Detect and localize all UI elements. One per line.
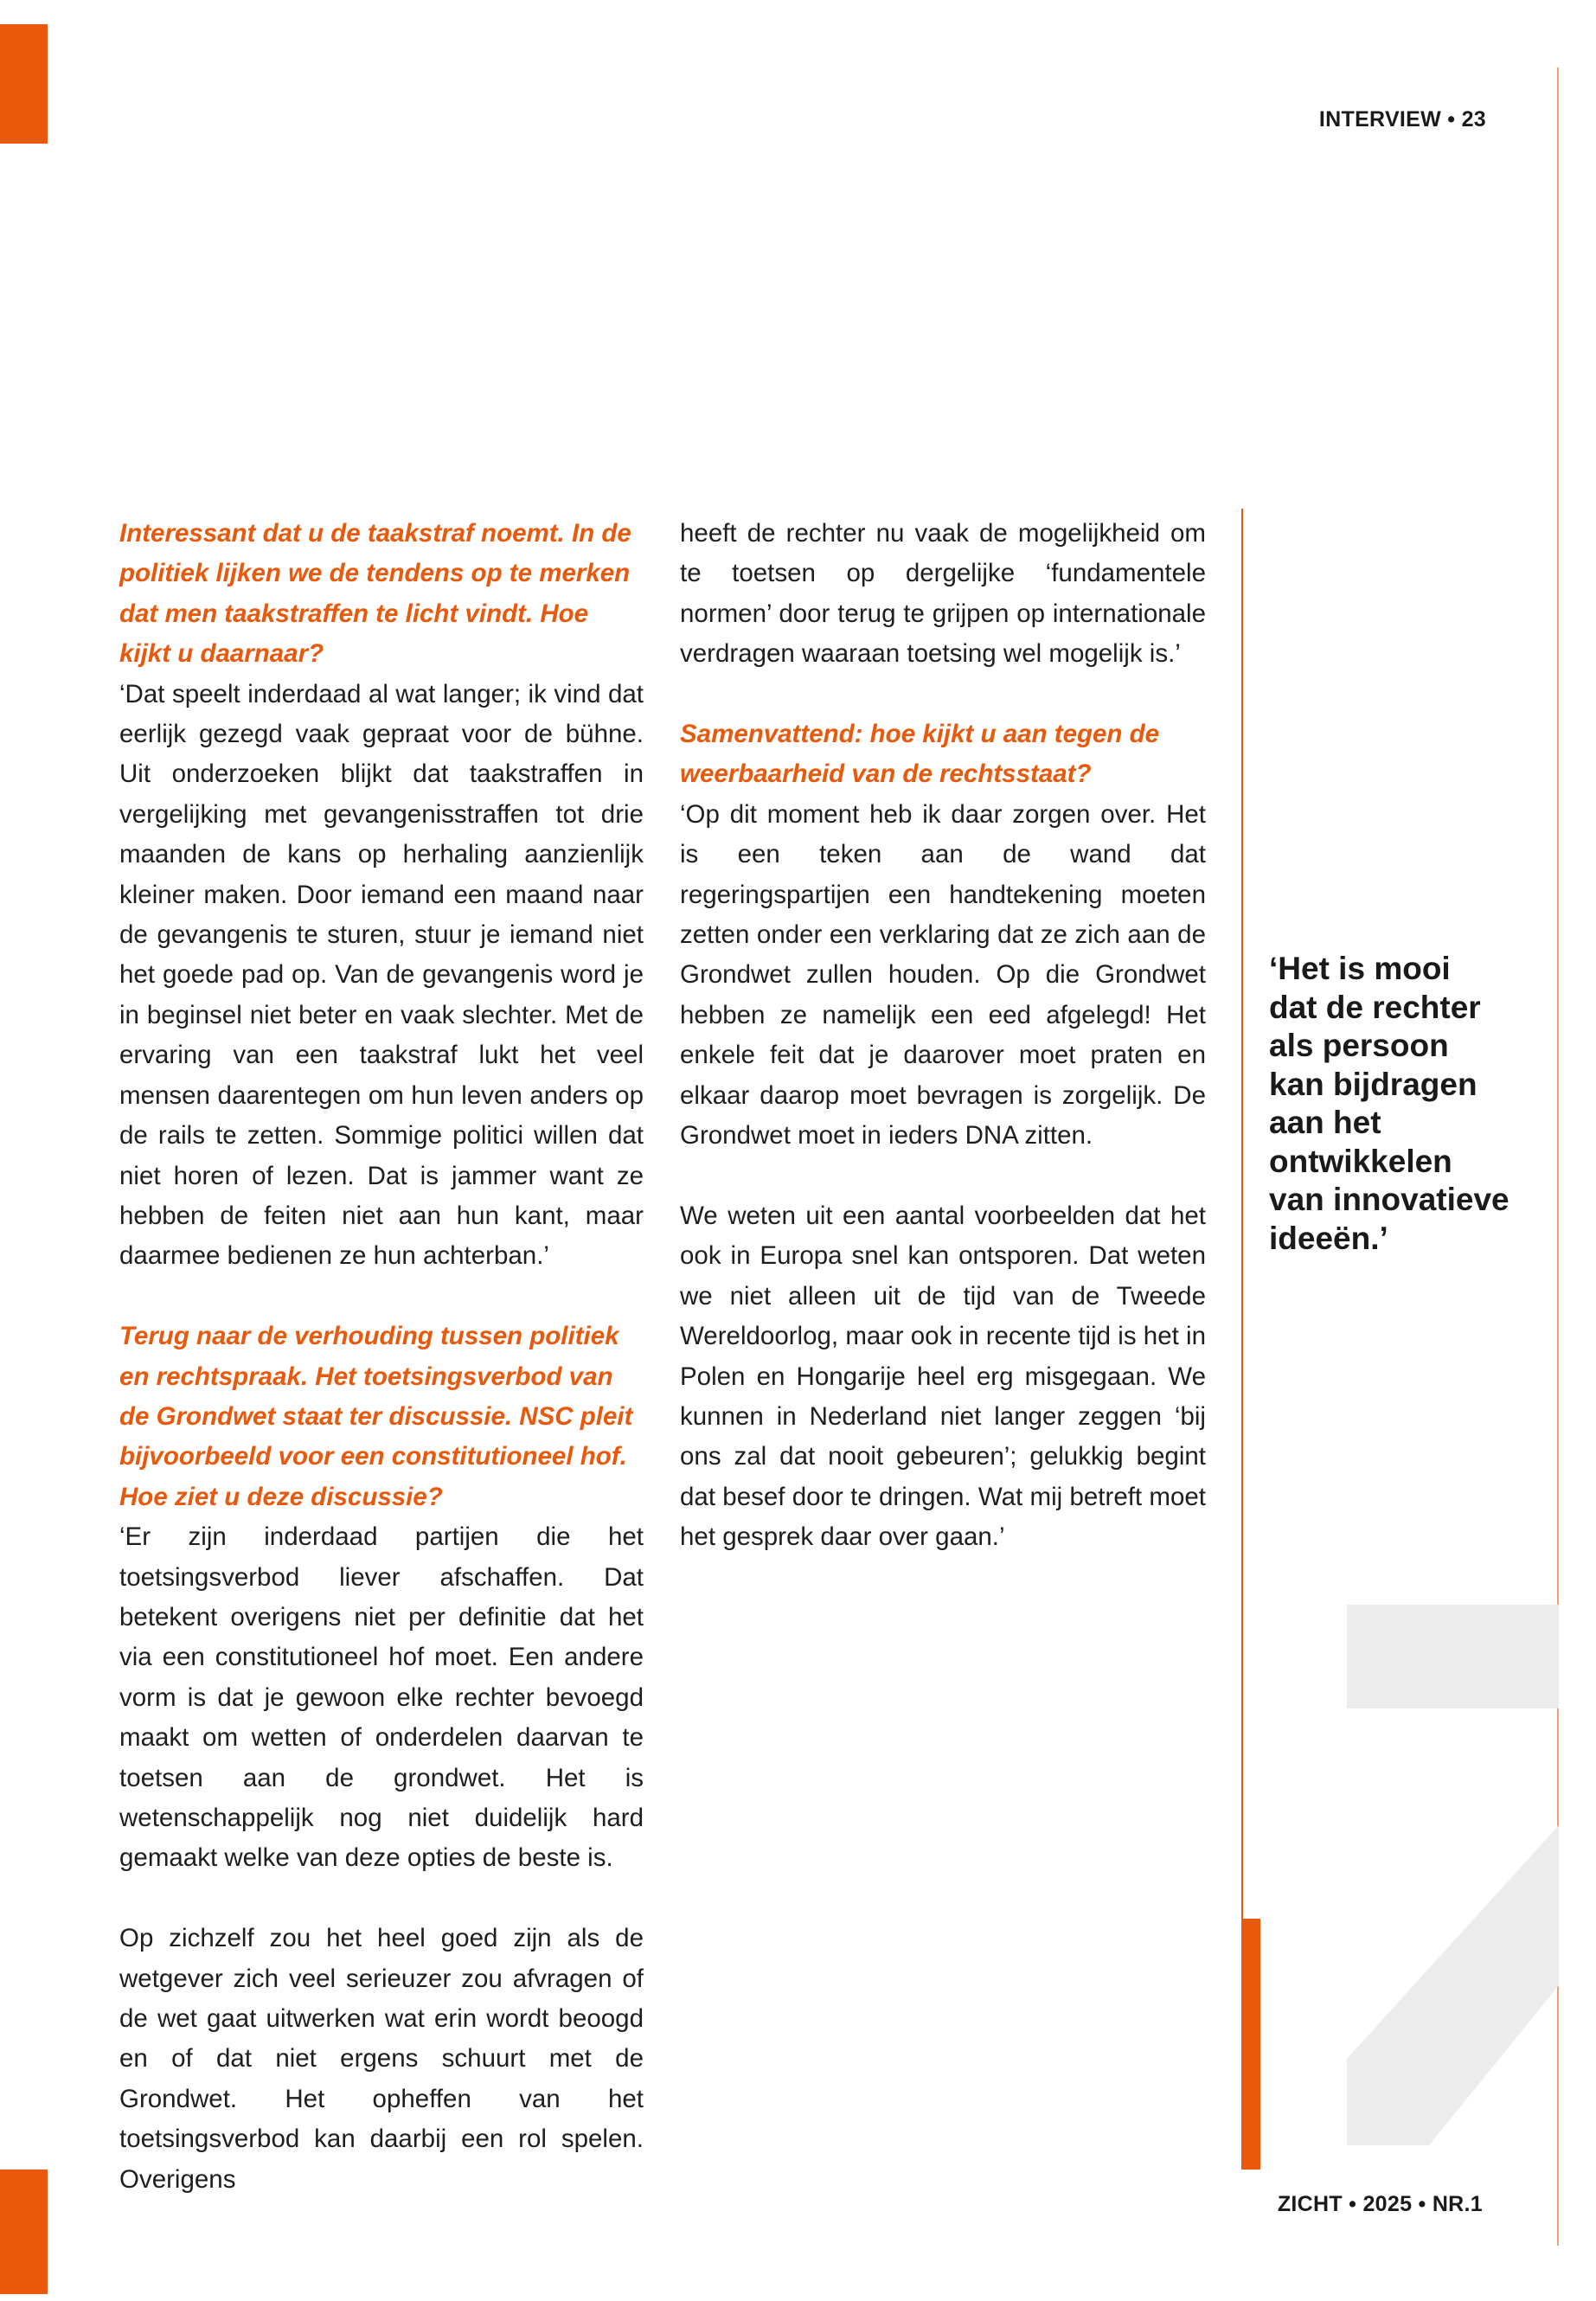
pull-quote-line: ontwikkelen (1269, 1143, 1452, 1179)
pull-quote-line: ideeën.’ (1269, 1220, 1388, 1256)
accent-bar-bottom-left (0, 2170, 48, 2294)
interview-question: Samenvattend: hoe kijkt u aan tegen de weerbaarheid van de rechtsstaat? (680, 720, 1160, 789)
interview-answer: ‘Er zijn inderdaad partijen die het toetsingsverbod liever afschaffen. Dat betekent overigens niet per definitie dat het via een constitutioneel hof moet. Een andere vorm is dat je gewoon elke rechter bevoegd maakt om wetten of onderdelen daarvan te toetsen aan de grondwet. Het is wetenschappelijk nog niet duidelijk hard gemaakt welke van deze opties de beste is. (119, 1522, 644, 1873)
decorative-z-graphic (1347, 1605, 1559, 2145)
running-head: INTERVIEW • 23 (1318, 107, 1486, 131)
interview-answer: We weten uit een aantal voorbeelden dat het ook in Europa snel kan ontsporen. Dat weten we niet alleen uit de tijd van de Tweede Wereldoorlog, maar ook in recente tijd is het in Polen en Hongarije heel erg misgegaan. We kunnen in Nederland niet langer zeggen ‘bij ons zal dat nooit gebeuren’; gelukkig begint dat besef door te dringen. Wat mij betreft moet het gesprek daar over gaan.’ (680, 1201, 1206, 1552)
pull-quote-line: van innovatieve (1269, 1182, 1509, 1217)
sidebar-divider-accent-block (1241, 1919, 1260, 2170)
pull-quote-line: dat de rechter (1269, 989, 1481, 1025)
interview-answer: ‘Dat speelt inderdaad al wat langer; ik vind dat eerlijk gezegd vaak gepraat voor de bühne. Uit onderzoeken blijkt dat taakstraffen in vergelijking met gevangenisstraffen tot drie maanden de kans op herhaling aanzienlijk kleiner maken. Door iemand een maand naar de gevangenis te sturen, stuur je iemand niet het goede pad op. Van de gevangenis word je in beginsel niet beter en vaak slechter. Met de ervaring van een taakstraf lukt het veel mensen daarentegen om hun leven anders op de rails te zetten. Sommige politici willen dat niet horen of lezen. Dat is jammer want ze hebben de feiten niet aan hun kant, maar daarmee bedienen ze hun achterban.’ (119, 679, 644, 1271)
article-column-right (680, 514, 1206, 1558)
article-column-left (119, 514, 644, 2200)
interview-answer: ‘Op dit moment heb ik daar zorgen over. Het is een teken aan de wand dat regeringspartijen een handtekening moeten zetten onder een verklaring dat ze zich aan de Grondwet zullen houden. Op die Grondwet hebben ze namelijk een eed afgelegd! Het enkele feit dat je daarover moet praten en elkaar daarop moet bevragen is zorgelijk. De Grondwet moet in ieders DNA zitten. (680, 799, 1206, 1150)
pull-quote-line: kan bijdragen (1269, 1066, 1477, 1102)
pull-quote-line: ‘Het is mooi (1269, 951, 1451, 986)
pull-quote (1269, 950, 1529, 1258)
interview-question: Interessant dat u de taakstraf noemt. In de politiek lijken we de tendens op te merken dat men taakstraffen te licht vindt. Hoe kijkt u daarnaar? (119, 519, 631, 669)
interview-question: Terug naar de verhouding tussen politiek en rechtspraak. Het toetsingsverbod van de Grondwet staat ter discussie. NSC pleit bijvoorbeeld voor een constitutioneel hof. Hoe ziet u deze discussie? (119, 1322, 633, 1511)
pull-quote-line: aan het (1269, 1105, 1381, 1140)
interview-answer: heeft de rechter nu vaak de mogelijkheid om te toetsen op dergelijke ‘fundamentele normen’ door terug te grijpen op internationale verdragen waaraan toetsing wel mogelijk is.’ (680, 519, 1206, 669)
interview-answer: Op zichzelf zou het heel goed zijn als de wetgever zich veel serieuzer zou afvragen of de wet gaat uitwerken wat erin wordt beoogd en of dat niet ergens schuurt met de Grondwet. Het opheffen van het toetsingsverbod kan daarbij een rol spelen. Overigens (119, 1924, 644, 2194)
accent-bar-top-left (0, 24, 48, 144)
pull-quote-line: als persoon (1269, 1028, 1449, 1063)
running-foot: ZICHT • 2025 • NR.1 (1277, 2192, 1483, 2216)
